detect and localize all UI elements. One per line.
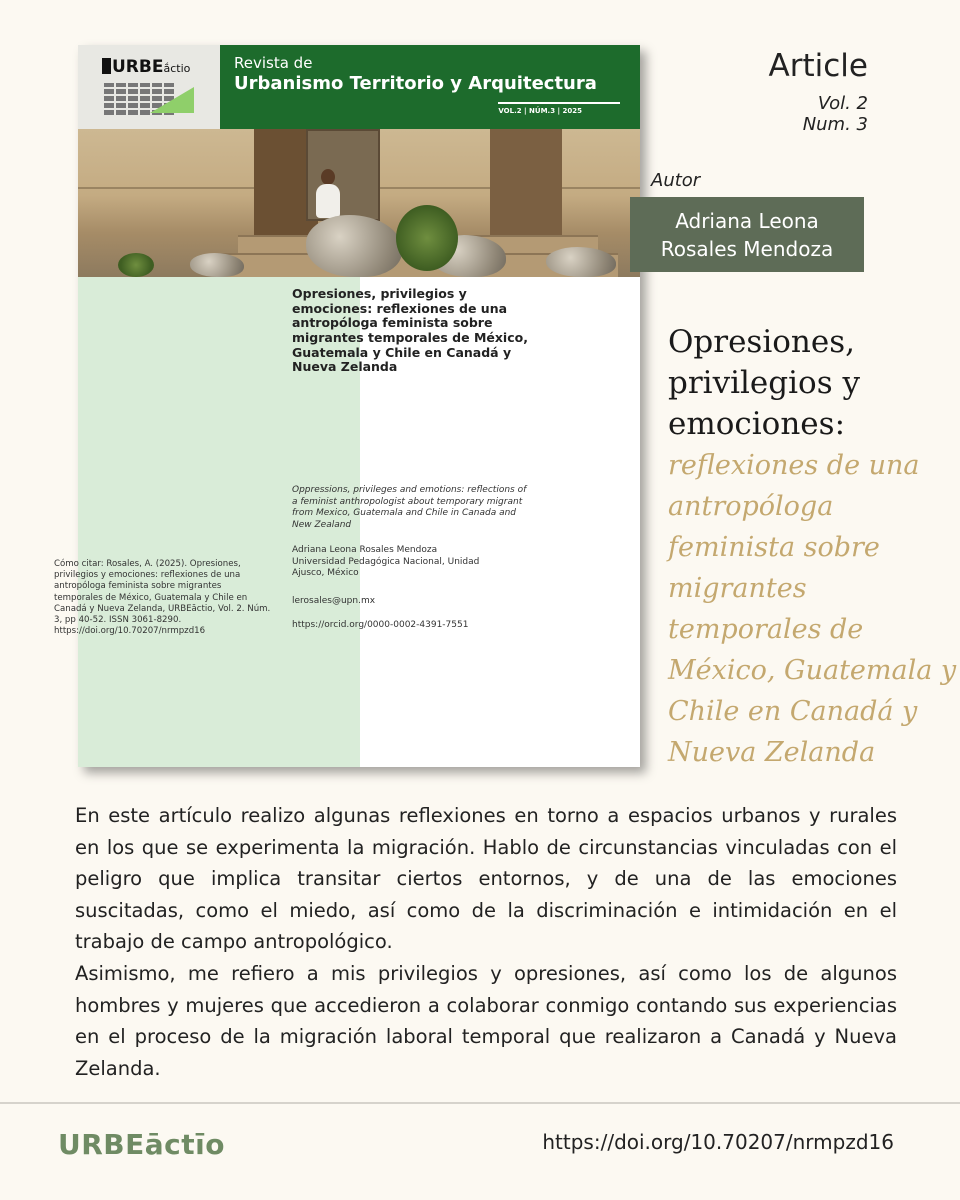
abstract-paragraph: Asimismo, me refiero a mis privilegios y opresiones, así como los de algunos hombres y mujeres que accedieron a colaborar conmigo contando sus experiencias en el proceso de la migración laboral temporal que realizaron a Canadá y Nueva Zelanda. (75, 961, 897, 1080)
cover-header (78, 45, 640, 129)
footer-brand-logo: URBEāctīo (58, 1128, 225, 1161)
cover-author-email: lerosales@upn.mx (292, 596, 376, 606)
author-last-name: Rosales Mendoza (660, 236, 834, 261)
cover-article-title-en: Oppressions, privileges and emotions: reflections of a feminist anthropologist about temporary migrant from Mexico, Guatemala and Chile in Canada and New Zealand (292, 485, 527, 531)
cover-author-affiliation: Universidad Pedagógica Nacional, Unidad Ajusco, México (292, 556, 480, 579)
cover-journal-label: Revista de (234, 54, 313, 72)
cover-citation: Cómo citar: Rosales, A. (2025). Opresiones, privilegios y emociones: reflexiones de una antropóloga feminista sobre migrantes temporales de México, Guatemala y Chile en Canadá y Nueva Zelanda, URBEăctio, Vol. 2. Núm. 3, pp 40-52. ISSN 3061-8290. https://doi.org/10.70207/nrmpzd16 (54, 559, 271, 637)
photo-bush (396, 205, 458, 271)
cover-author-info (292, 545, 512, 580)
cover-volume: VOL.2 | NÚM.3 | 2025 (498, 107, 582, 115)
article-title: Opresiones, privilegios y emociones: (668, 324, 860, 442)
cover-author-orcid: https://orcid.org/0000-0002-4391-7551 (292, 620, 469, 630)
photo-rock (546, 247, 616, 277)
article-type: Article (768, 48, 868, 84)
cover-author-name: Adriana Leona Rosales Mendoza (292, 545, 438, 555)
journal-cover (78, 45, 640, 767)
author-label: Autor (651, 170, 701, 191)
photo-rock (306, 215, 402, 277)
abstract-paragraph: En este artículo realizo algunas reflexiones en torno a espacios urbanos y rurales en los que se experimenta la migración. Hablo de circunstancias vinculadas con el peligro que implica transitar ciertos entornos, y de una de las emociones suscitadas, como el miedo, así como de la discriminación e intimidación en el trabajo de campo antropológico. (75, 804, 897, 954)
photo-rock (190, 253, 244, 277)
cover-rule (498, 102, 620, 104)
cover-logo (78, 45, 220, 129)
cover-journal-name: Urbanismo Territorio y Arquitectura (234, 73, 597, 94)
number-label: Num. 3 (802, 114, 868, 135)
author-name-box (630, 197, 864, 272)
abstract (75, 800, 897, 1084)
cover-article-title: Opresiones, privilegios y emociones: reflexiones de una antropóloga feminista sobre migrantes temporales de México, Guatemala y Chile en Canadá y Nueva Zelanda (292, 286, 528, 375)
photo-child-head (321, 169, 335, 185)
photo-child (316, 184, 340, 218)
cover-photo (78, 129, 640, 277)
author-first-name: Adriana Leona (675, 208, 819, 233)
photo-door-right (490, 129, 562, 235)
photo-bush (118, 253, 154, 277)
article-subtitle: reflexiones de una antropóloga feminista sobre migrantes temporales de México, Guatemala y Chile en Canadá y Nueva Zelanda (668, 450, 957, 768)
cover-logo-text: URBEắctio (102, 57, 190, 77)
doi-link[interactable]: https://doi.org/10.70207/nrmpzd16 (542, 1130, 894, 1154)
footer-divider (0, 1102, 960, 1104)
volume-label: Vol. 2 (817, 93, 868, 114)
